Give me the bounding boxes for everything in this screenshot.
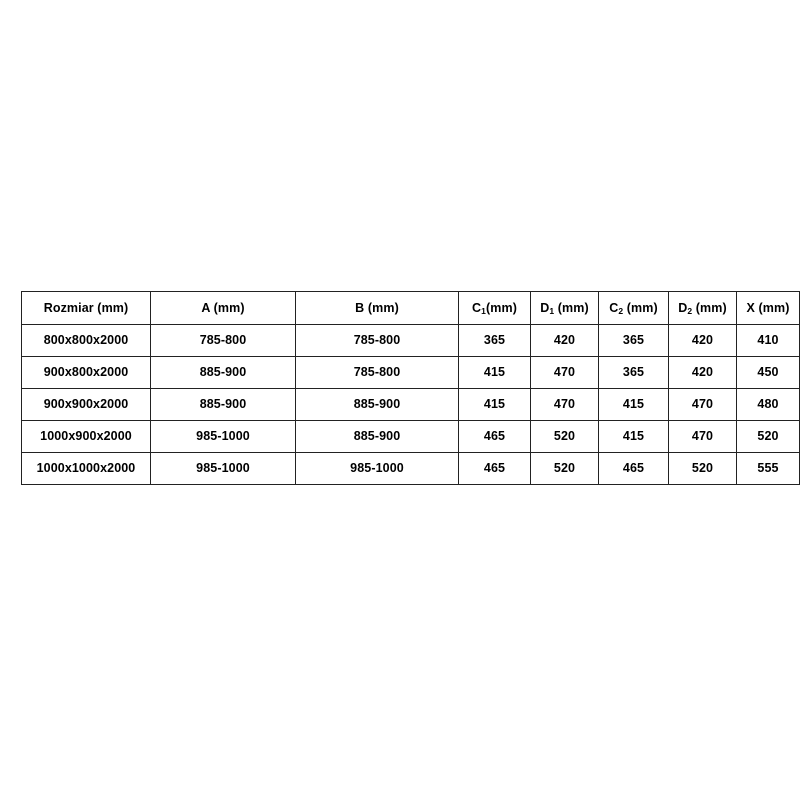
cell-d1: 420 — [531, 325, 599, 357]
column-header-d1-subscript: 1 — [549, 305, 555, 316]
cell-c2: 465 — [599, 453, 669, 485]
table-header — [22, 292, 800, 325]
cell-b: 985-1000 — [296, 453, 459, 485]
cell-x: 480 — [737, 389, 800, 421]
cell-c1: 415 — [459, 389, 531, 421]
cell-c2: 415 — [599, 421, 669, 453]
column-header-c2 — [599, 292, 669, 325]
column-header-b: B (mm) — [296, 292, 459, 325]
cell-d1: 470 — [531, 357, 599, 389]
cell-d2: 520 — [669, 453, 737, 485]
cell-c1: 465 — [459, 453, 531, 485]
column-header-size: Rozmiar (mm) — [22, 292, 151, 325]
column-header-c1-unit: (mm) — [486, 300, 517, 315]
column-header-d1-main: D — [540, 300, 550, 315]
table-row — [22, 389, 800, 421]
cell-d1: 520 — [531, 453, 599, 485]
cell-x: 520 — [737, 421, 800, 453]
cell-b: 885-900 — [296, 389, 459, 421]
cell-size: 1000x900x2000 — [22, 421, 151, 453]
table-body — [22, 325, 800, 485]
cell-d2: 420 — [669, 325, 737, 357]
cell-c1: 465 — [459, 421, 531, 453]
column-header-d1-unit: (mm) — [554, 300, 589, 315]
cell-a: 885-900 — [151, 357, 296, 389]
column-header-d2-unit: (mm) — [692, 300, 727, 315]
cell-b: 785-800 — [296, 357, 459, 389]
column-header-x: X (mm) — [737, 292, 800, 325]
column-header-d1 — [531, 292, 599, 325]
column-header-d2-subscript: 2 — [687, 305, 693, 316]
cell-x: 410 — [737, 325, 800, 357]
column-header-a: A (mm) — [151, 292, 296, 325]
table-row — [22, 421, 800, 453]
cell-d2: 420 — [669, 357, 737, 389]
cell-c2: 365 — [599, 357, 669, 389]
column-header-c2-main: C — [609, 300, 619, 315]
column-header-d2-main: D — [678, 300, 688, 315]
column-header-d2 — [669, 292, 737, 325]
cell-d2: 470 — [669, 421, 737, 453]
column-header-c1-subscript: 1 — [481, 305, 486, 316]
cell-a: 985-1000 — [151, 421, 296, 453]
table-row — [22, 357, 800, 389]
cell-d1: 470 — [531, 389, 599, 421]
cell-c2: 415 — [599, 389, 669, 421]
cell-size: 800x800x2000 — [22, 325, 151, 357]
cell-c2: 365 — [599, 325, 669, 357]
cell-d2: 470 — [669, 389, 737, 421]
cell-size: 900x800x2000 — [22, 357, 151, 389]
column-header-c1-main: C — [472, 300, 482, 315]
cell-b: 785-800 — [296, 325, 459, 357]
cell-a: 785-800 — [151, 325, 296, 357]
cell-a: 885-900 — [151, 389, 296, 421]
cell-size: 900x900x2000 — [22, 389, 151, 421]
table-header-row — [22, 292, 800, 325]
cell-size: 1000x1000x2000 — [22, 453, 151, 485]
cell-c1: 365 — [459, 325, 531, 357]
specification-table — [21, 291, 800, 485]
cell-d1: 520 — [531, 421, 599, 453]
cell-x: 555 — [737, 453, 800, 485]
cell-x: 450 — [737, 357, 800, 389]
column-header-c2-unit: (mm) — [623, 300, 658, 315]
column-header-c2-subscript: 2 — [618, 305, 624, 316]
column-header-c1 — [459, 292, 531, 325]
specification-table-container — [21, 291, 790, 485]
cell-a: 985-1000 — [151, 453, 296, 485]
table-row — [22, 453, 800, 485]
cell-b: 885-900 — [296, 421, 459, 453]
cell-c1: 415 — [459, 357, 531, 389]
table-row — [22, 325, 800, 357]
